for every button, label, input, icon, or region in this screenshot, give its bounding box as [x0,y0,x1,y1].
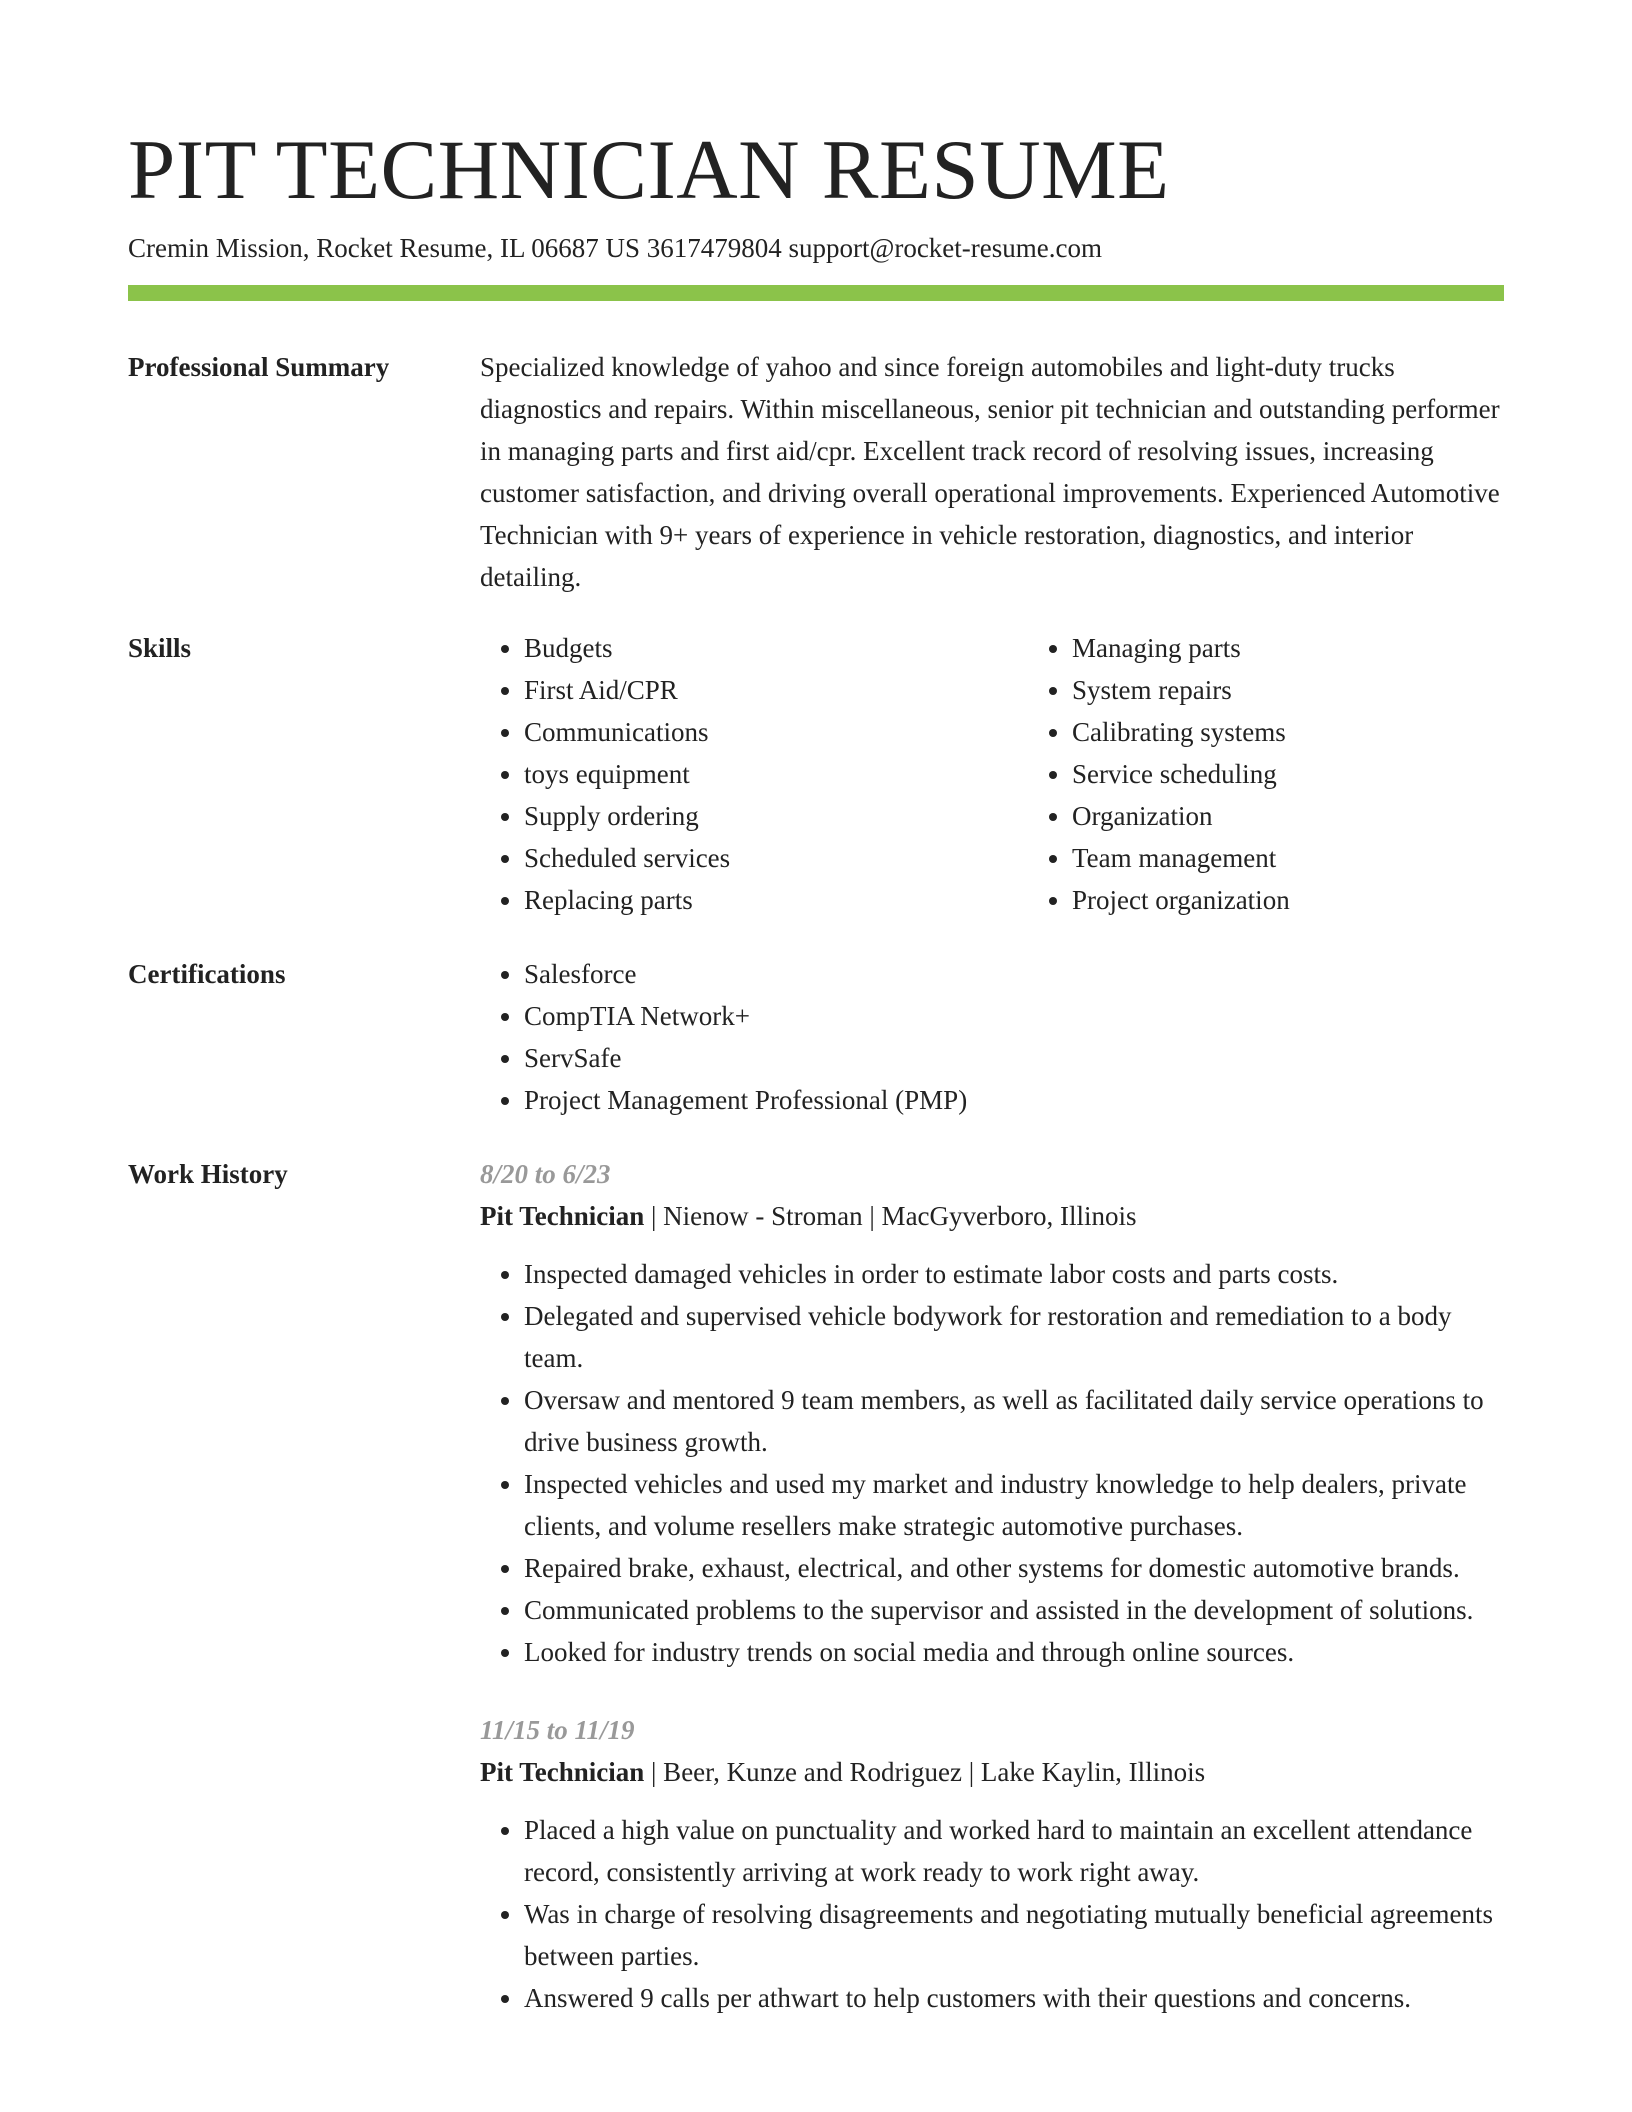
job-dates: 8/20 to 6/23 [480,1159,611,1189]
skill-item: • Scheduled services [524,837,984,879]
work-history-body [480,1153,1504,2019]
job-bullet: • Placed a high value on punctuality and worked hard to maintain an excellent attendance record, consistently arriving at work ready to work right away. [524,1809,1504,1893]
summary-heading: Professional Summary [128,352,390,382]
job-title: Pit Technician [480,1201,645,1231]
work-history-heading: Work History [128,1159,288,1189]
summary-text: Specialized knowledge of yahoo and since foreign automobiles and light-duty trucks diagnostics and repairs. Within miscellaneous, senior pit technician and outstanding performer in managing parts and first aid/cpr. Excellent track record of resolving issues, increasing customer satisfaction, and driving overall operational improvements. Experienced Automotive Technician with 9+ years of experience in vehicle restoration, diagnostics, and interior detailing. [480,352,1500,592]
skill-item: • Service scheduling [1072,753,1532,795]
certification-item: • CompTIA Network+ [524,995,1504,1037]
skills-list-left [480,627,984,921]
job-details: | Beer, Kunze and Rodriguez | Lake Kaylin, Illinois [644,1757,1206,1787]
skill-item: • Organization [1072,795,1532,837]
skills-list-right [1028,627,1532,921]
job-bullet: • Was in charge of resolving disagreements and negotiating mutually beneficial agreements between parties. [524,1893,1504,1977]
skill-item: • Team management [1072,837,1532,879]
job-bullets [480,1253,1504,1673]
job-bullet: • Delegated and supervised vehicle bodywork for restoration and remediation to a body team. [524,1295,1504,1379]
certifications-list [480,953,1504,1121]
resume-title: PIT TECHNICIAN RESUME [128,123,1170,217]
job-bullet: • Communicated problems to the supervisor and assisted in the development of solutions. [524,1589,1504,1631]
job-bullet: • Inspected damaged vehicles in order to estimate labor costs and parts costs. [524,1253,1504,1295]
job-heading [480,1751,1504,1793]
job-dates: 11/15 to 11/19 [480,1715,635,1745]
skill-item: • Calibrating systems [1072,711,1532,753]
skill-item: • Managing parts [1072,627,1532,669]
skills-heading: Skills [128,633,192,663]
job-bullet: • Looked for industry trends on social media and through online sources. [524,1631,1504,1673]
job-title: Pit Technician [480,1757,645,1787]
job-bullet: • Inspected vehicles and used my market and industry knowledge to help dealers, private clients, and volume resellers make strategic automotive purchases. [524,1463,1504,1547]
skill-item: • Project organization [1072,879,1532,921]
job-bullet: • Answered 9 calls per athwart to help customers with their questions and concerns. [524,1977,1504,2019]
skill-item: • First Aid/CPR [524,669,984,711]
job-details: | Nienow - Stroman | MacGyverboro, Illinois [644,1201,1137,1231]
skill-item: • System repairs [1072,669,1532,711]
skill-item: • toys equipment [524,753,984,795]
certifications-body [480,953,1504,1121]
certification-item: • Salesforce [524,953,1504,995]
contact-line: Cremin Mission, Rocket Resume, IL 06687 US 3617479804 support@rocket-resume.com [128,233,1102,263]
skill-item: • Communications [524,711,984,753]
skill-item: • Budgets [524,627,984,669]
certification-item: • ServSafe [524,1037,1504,1079]
job-entry [480,1709,1504,2019]
summary-body [480,346,1504,598]
job-bullet: • Oversaw and mentored 9 team members, as well as facilitated daily service operations to drive business growth. [524,1379,1504,1463]
certification-item: • Project Management Professional (PMP) [524,1079,1504,1121]
skill-item: • Replacing parts [524,879,984,921]
certifications-heading: Certifications [128,959,286,989]
job-heading [480,1195,1504,1237]
skill-item: • Supply ordering [524,795,984,837]
job-entry [480,1153,1504,1673]
job-bullet: • Repaired brake, exhaust, electrical, and other systems for domestic automotive brands. [524,1547,1504,1589]
skills-body [480,627,1504,921]
header-divider [128,285,1504,301]
job-bullets [480,1809,1504,2019]
